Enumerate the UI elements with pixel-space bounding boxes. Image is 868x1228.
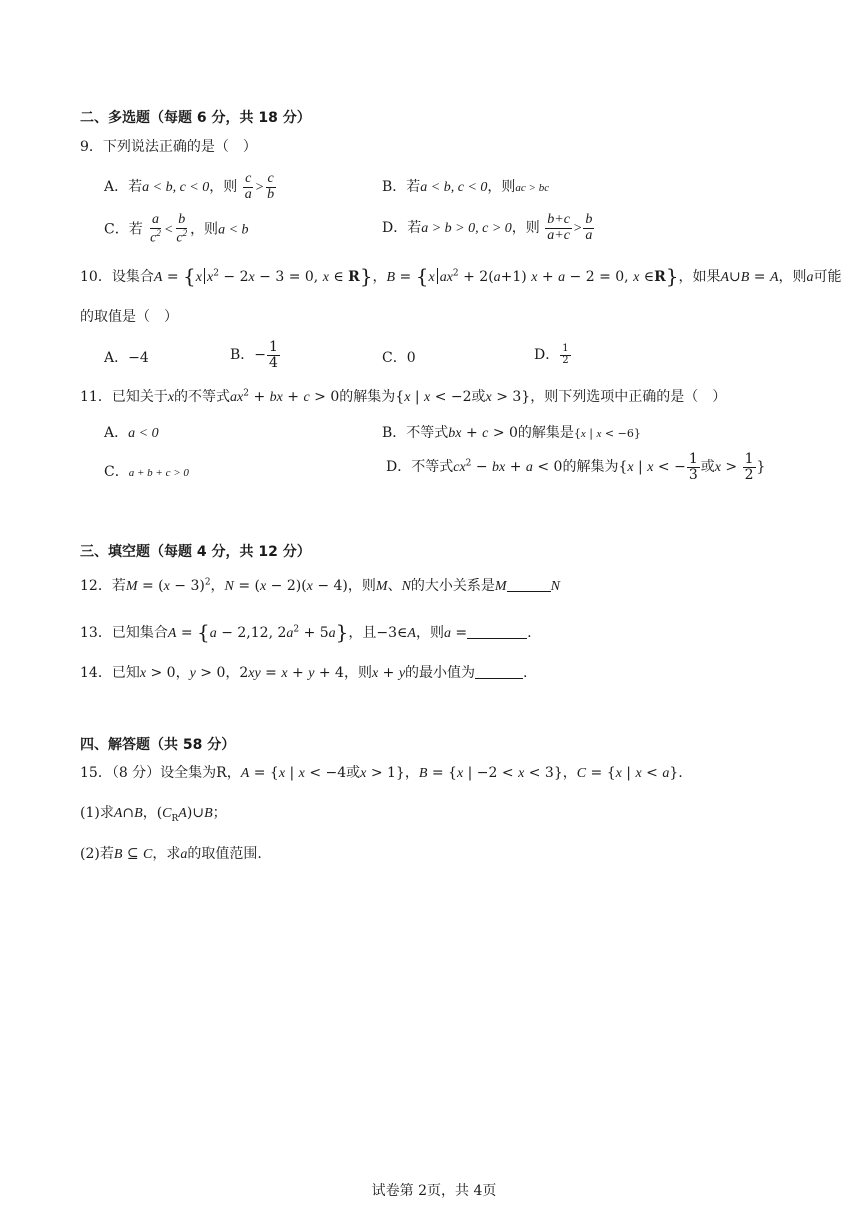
question-9-stem: 9．下列说法正确的是（ ） (80, 139, 257, 155)
q11-option-b: B．不等式bx + c > 0的解集是{x | x < −6} (382, 425, 641, 441)
q9-option-a: A．若a < b, c < 0，则 $\frac{c}{a}$ > $\frac{c}{b}$ (104, 171, 275, 202)
page-footer: 试卷第 2页，共 4页 (371, 1183, 497, 1199)
q10-option-a: A．−4 (104, 350, 149, 366)
q9-option-c: C．若 $\frac{a}{c^2}$ < $\frac{b}{c^2}$ ，则a < b (104, 212, 249, 246)
question-10-stem: 10．设集合A = {x $x^2 - 2x - 3 = 0$, x ∈ R}，B = {x $ax^2 + 2(a+1) x + a - 2 = 0$, x ∈R}，如果A∪B = A，则a可能 (80, 264, 842, 288)
q11-option-a: A．a < 0 (104, 425, 159, 441)
question-12: 12．若$M = (x - 3)^2$，N = (x − 2)(x − 4)，则M、N的大小关系是M N (80, 577, 560, 594)
answer-blank-12[interactable] (507, 591, 551, 592)
answer-blank-14[interactable] (475, 678, 523, 679)
section-title-multiple-choice: 二、多选题（每题 6 分，共 18 分） (80, 110, 311, 126)
section-title-free-response: 四、解答题（共 58 分） (80, 737, 236, 753)
answer-blank-13[interactable] (467, 638, 527, 639)
section-title-fill-in: 三、填空题（每题 4 分，共 12 分） (80, 544, 311, 560)
question-13: 13．已知集合A = {a − 2,12, $2a^2 + 5a$}，且−3∈A，则a = . (80, 620, 532, 644)
question-11-stem: 11．已知关于x的不等式$ax^2$ + bx + c > 0的解集为{x | x < −2或x > 3}，则下列选项中正确的是（ ） (80, 388, 727, 405)
question-15-part-2: (2)若B ⊆ C，求a的取值范围. (80, 846, 262, 862)
question-10-stem-line2: 的取值是（ ） (80, 309, 178, 325)
q9-option-d: D．若a > b > 0, c > 0，则 $\frac{b+c}{a+c}$ > $\frac{b}{a}$ (382, 212, 593, 243)
question-14: 14．已知x > 0，y > 0，2xy = x + y + 4，则x + y的最小值为 . (80, 665, 528, 681)
q11-option-c: C．a + b + c > 0 (104, 464, 189, 480)
question-15-stem: 15．（8 分）设全集为R，A = {x | x < −4或x > 1}，B = {x | −2 < x < 3}，C = {x | x < a}. (80, 765, 683, 781)
q10-option-d: D． $\frac{1}{2}$ (534, 343, 569, 366)
q10-option-c: C．0 (382, 350, 416, 366)
q9-option-b: B．若a < b, c < 0，则ac > bc (382, 179, 550, 195)
question-15-part-1: (1)求A∩B，$(C_RA)\cup B$； (80, 805, 227, 824)
q10-option-b: B．− $\frac{1}{4}$ (230, 339, 278, 371)
q11-option-d: D．不等式$cx^2$ − bx + a < 0的解集为{x | x < − $\frac{1}{3}$ 或x > $\frac{1}{2}$ } (386, 451, 766, 483)
